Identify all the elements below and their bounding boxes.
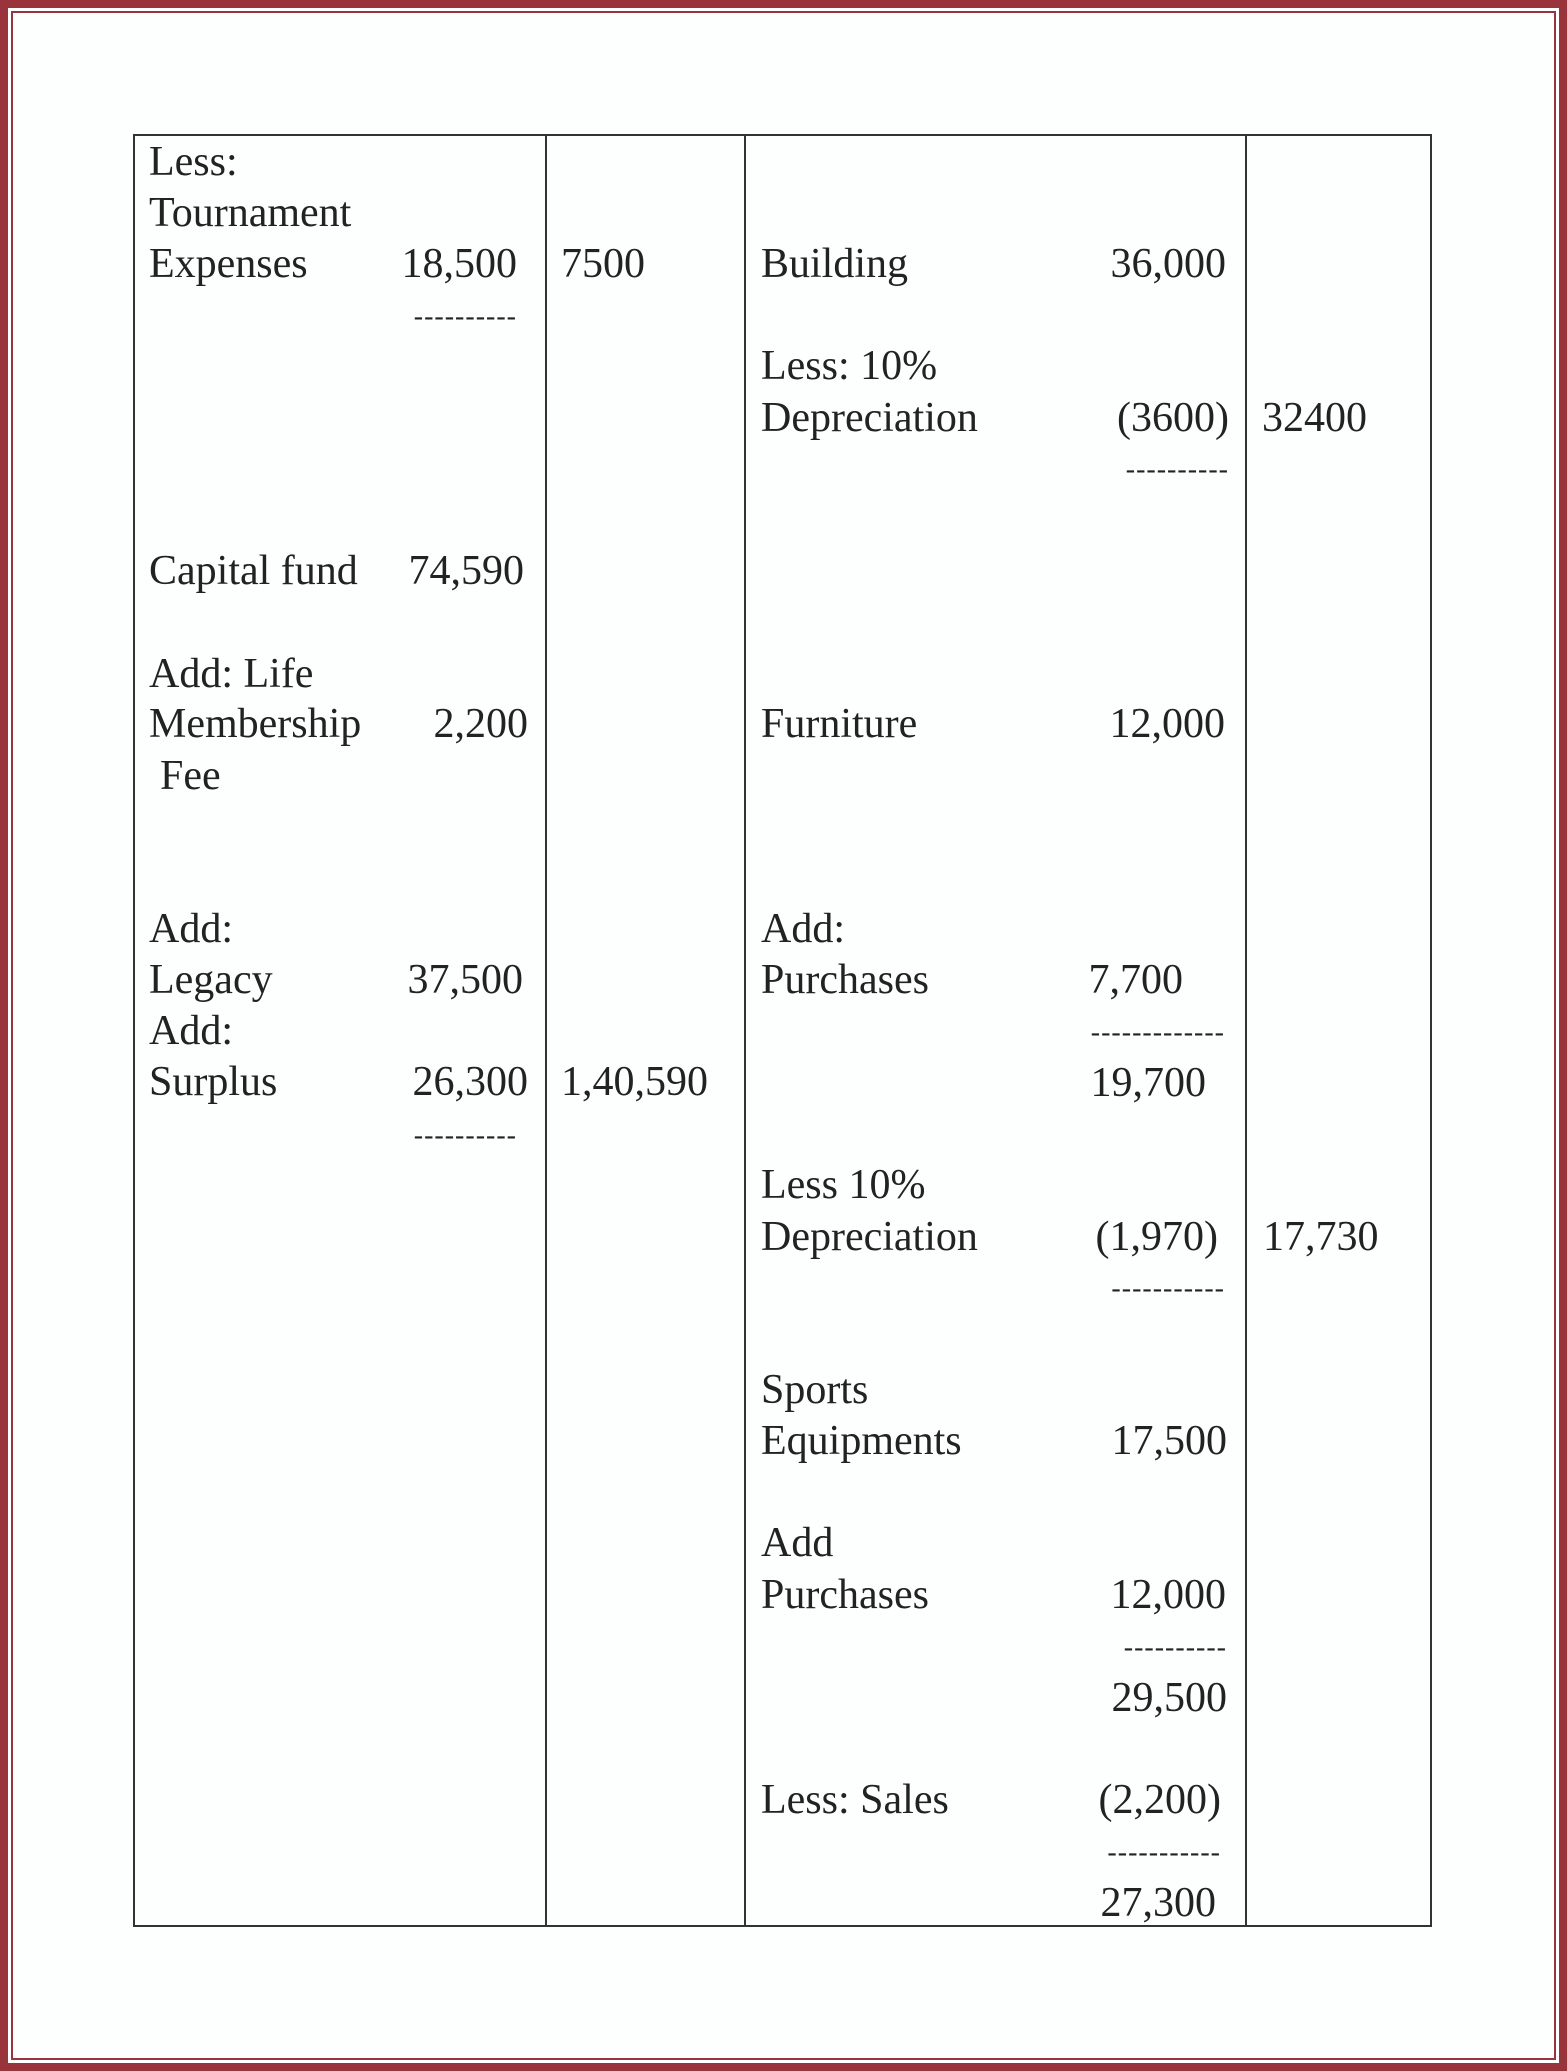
sports-purchases-amount: 12,000: [1110, 1572, 1226, 1618]
tournament-less-label: Less:: [149, 139, 238, 185]
sports-amount: 17,500: [1111, 1418, 1227, 1464]
furniture-depreciation-label: Depreciation: [761, 1214, 978, 1260]
sports-sales-label: Less: Sales: [761, 1777, 949, 1823]
dash-rule: -----------: [1107, 1837, 1221, 1868]
capital-fund-label: Capital fund: [149, 548, 358, 594]
furniture-purchases-label: Purchases: [761, 957, 929, 1003]
sports-subtotal: 29,500: [1111, 1675, 1227, 1721]
building-less-label: Less: 10%: [761, 343, 938, 389]
capital-fund-amount: 74,590: [408, 548, 524, 594]
furniture-amount: 12,000: [1109, 701, 1225, 747]
life-membership-amount: 2,200: [433, 701, 528, 747]
dash-rule: ----------: [413, 1120, 517, 1151]
life-membership-label-1: Add: Life: [149, 651, 314, 697]
furniture-label: Furniture: [761, 701, 918, 747]
sports-label-2: Equipments: [761, 1418, 962, 1464]
dash-rule: ----------: [1125, 454, 1229, 485]
tournament-label: Tournament: [149, 190, 352, 236]
dash-rule: ----------: [1123, 1632, 1227, 1663]
sports-add-label: Add: [761, 1520, 834, 1566]
building-amount: 36,000: [1110, 241, 1226, 287]
life-membership-label-3: Fee: [160, 753, 221, 799]
surplus-add-label: Add:: [149, 1008, 233, 1054]
legacy-amount: 37,500: [407, 957, 523, 1003]
furniture-depreciation-amount: (1,970): [1095, 1214, 1218, 1260]
surplus-amount: 26,300: [412, 1059, 528, 1105]
furniture-add-label: Add:: [761, 906, 845, 952]
sports-sales-amount: (2,200): [1098, 1777, 1221, 1823]
sports-label-1: Sports: [761, 1367, 869, 1413]
legacy-label: Legacy: [149, 957, 273, 1003]
tournament-expenses-amount: 18,500: [401, 241, 517, 287]
building-depreciation-amount: (3600): [1117, 395, 1229, 441]
column-divider: [545, 134, 547, 1927]
legacy-add-label: Add:: [149, 906, 233, 952]
building-depreciation-label: Depreciation: [761, 395, 978, 441]
column-divider: [1245, 134, 1247, 1927]
furniture-subtotal: 19,700: [1090, 1060, 1206, 1106]
sports-net-amount: 27,300: [1100, 1880, 1216, 1926]
furniture-purchases-amount: 7,700: [1088, 957, 1183, 1003]
dash-rule: -------------: [1090, 1017, 1225, 1048]
furniture-less-label: Less 10%: [761, 1162, 926, 1208]
dash-rule: -----------: [1111, 1273, 1225, 1304]
sports-purchases-label: Purchases: [761, 1572, 929, 1618]
surplus-label: Surplus: [149, 1059, 278, 1105]
building-label: Building: [761, 241, 909, 287]
tournament-net-amount: 7500: [561, 241, 645, 287]
capital-total-amount: 1,40,590: [561, 1059, 708, 1105]
furniture-net-amount: 17,730: [1263, 1214, 1379, 1260]
column-divider: [744, 134, 746, 1927]
building-net-amount: 32400: [1262, 395, 1367, 441]
expenses-label: Expenses: [149, 241, 308, 287]
dash-rule: ----------: [413, 301, 517, 332]
life-membership-label-2: Membership: [149, 701, 362, 747]
